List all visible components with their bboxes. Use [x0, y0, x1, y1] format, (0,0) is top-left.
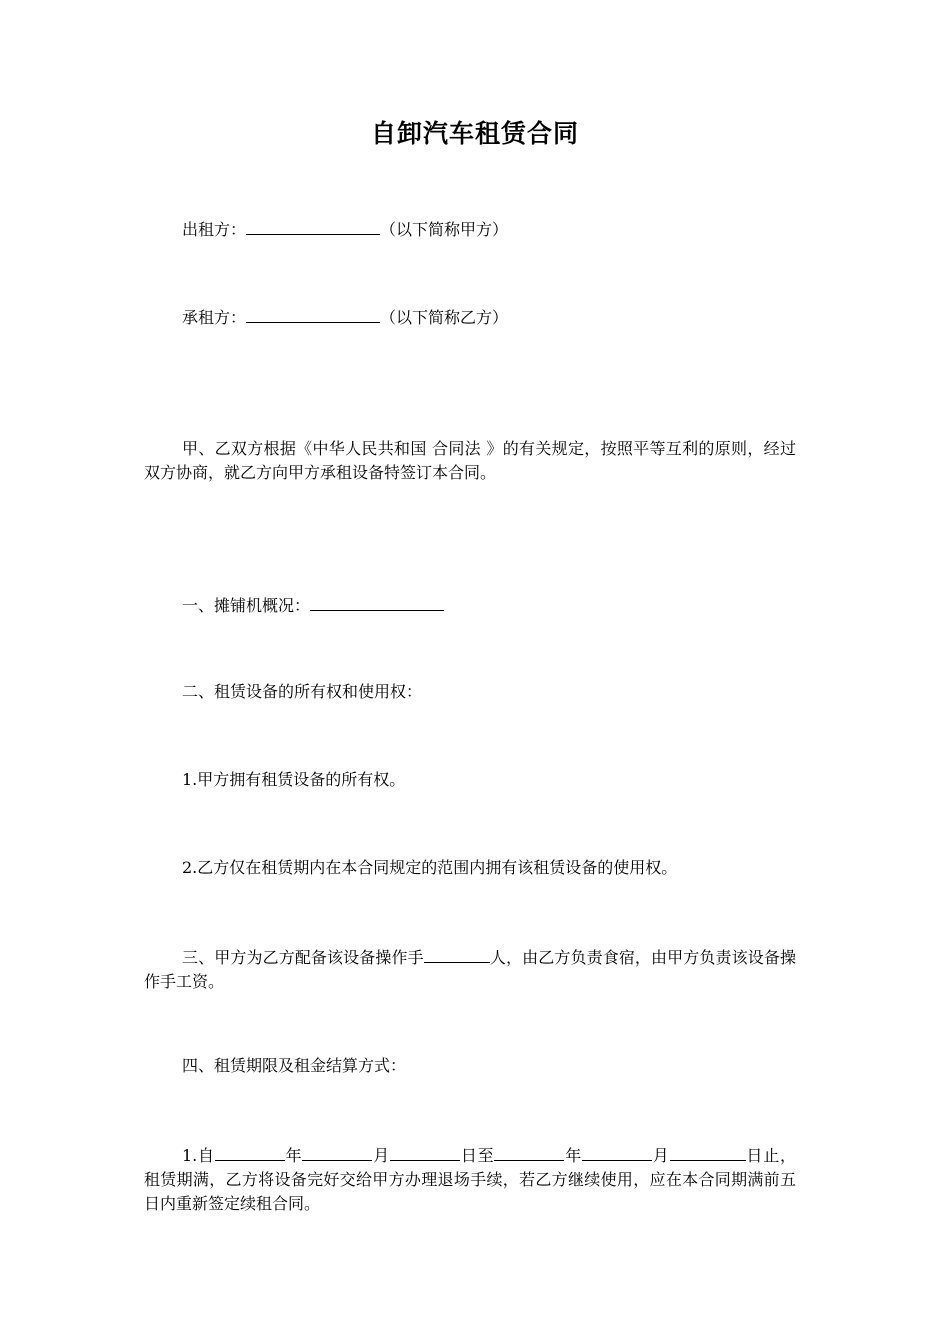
preamble-paragraph: 甲、乙双方根据《中华人民共和国 合同法 》的有关规定，按照平等互利的原则，经过双方协商，就乙方向甲方承租设备特签订本合同。: [144, 439, 796, 482]
lessee-suffix: （以下简称乙方）: [380, 308, 509, 327]
term-rest: 日止，租赁期满，乙方将设备完好交给甲方办理退场手续，若乙方继续使用，应在本合同期满前五日内重新签定续租合同。: [144, 1146, 796, 1213]
start-month-label: 月: [372, 1146, 391, 1165]
section3-part2: 人，由乙方负责食宿，由甲方负责该设备操作手工资。: [144, 948, 796, 991]
end-day-blank: [670, 1142, 746, 1161]
end-month-label: 月: [652, 1146, 670, 1165]
section1-line: [182, 592, 444, 618]
section3-part1: 三、甲方为乙方配备该设备操作手: [182, 948, 424, 967]
start-year-label: 年: [284, 1146, 303, 1165]
start-month-blank: [302, 1142, 372, 1161]
section4-heading: 四、租赁期限及租金结算方式：: [182, 1056, 407, 1075]
start-year-blank: [215, 1142, 285, 1161]
section2-heading: 二、租赁设备的所有权和使用权：: [182, 682, 423, 701]
lessee-blank: [246, 304, 380, 323]
start-day-blank: [390, 1142, 460, 1161]
document-title: 自卸汽车租赁合同: [370, 119, 579, 148]
section2-item1: 1.甲方拥有租赁设备的所有权。: [182, 770, 406, 789]
operator-count-blank: [424, 944, 490, 963]
lessee-line: [182, 304, 508, 330]
section3-paragraph: [144, 944, 796, 994]
end-year-blank: [494, 1142, 564, 1161]
lessor-blank: [246, 216, 380, 235]
day-to-label: 日至: [460, 1146, 495, 1165]
end-month-blank: [582, 1142, 652, 1161]
section1-blank: [310, 592, 444, 611]
section4-item1: [144, 1142, 796, 1216]
lessor-label: 出租方：: [182, 220, 247, 239]
term-prefix: 1.自: [182, 1146, 215, 1165]
lessee-label: 承租方：: [182, 308, 247, 327]
lessor-line: [182, 216, 508, 242]
section1-label: 一、摊铺机概况：: [182, 596, 311, 615]
end-year-label: 年: [564, 1146, 583, 1165]
lessor-suffix: （以下简称甲方）: [380, 220, 509, 239]
section2-item2: 2.乙方仅在租赁期内在本合同规定的范围内拥有该租赁设备的使用权。: [182, 858, 678, 877]
